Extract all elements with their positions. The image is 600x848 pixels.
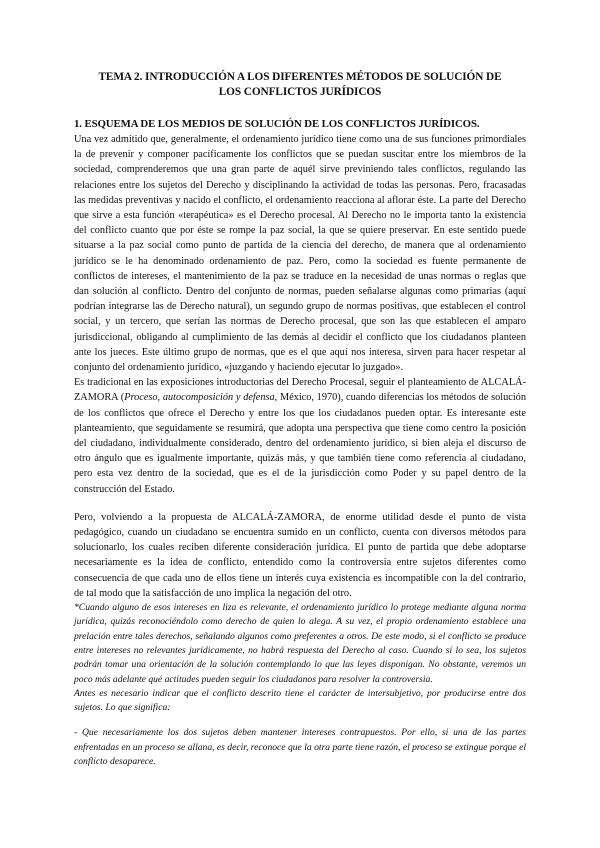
document-page <box>74 70 526 769</box>
section-heading: 1. ESQUEMA DE LOS MEDIOS DE SOLUCIÓN DE LOS CONFLICTOS JURÍDICOS. <box>74 118 480 130</box>
paragraph-2 <box>74 375 526 497</box>
note-2: Antes es necesario indicar que el conflicto descrito tiene el carácter de intersubjetivo, por producirse entre dos sujetos. Lo que significa: <box>74 687 526 714</box>
paragraph-2-book-title: Proceso, autocomposición y defensa <box>124 392 275 404</box>
paragraph-2-part-2: , México, 1970), cuando diferencias los métodos de solución de los conflictos que ofrece el Derecho y entre los que los ciudadanos pueden optar. Es interesante este planteamiento, que seguidamente se resumirá, que adopta una perspectiva que tiene como centro la posición del ciudadano, individualmente considerado, dentro del ordenamiento jurídico, si bien aleja el discurso de otro ángulo que es igualmente importante, quizás más, y que también tiene como referencia al ciudadano, pero esta vez dentro de la sociedad, que es el de la jurisdicción como Poder y su papel dentro de la construcción del Estado. <box>74 392 526 495</box>
paragraph-2-part-1: Es tradicional en las exposiciones introductorias del Derecho Procesal, seguir el planteamiento de ALCALÁ-ZAMORA ( <box>74 377 526 404</box>
note-1: *Cuando alguno de esos intereses en liza es relevante, el ordenamiento jurídico lo protege mediante alguna norma jurídica, quizás reconociéndolo como derecho de quien lo alega. A su vez, el propio ordenamiento establece una prelación entre tales derechos, señalando algunos como preferentes a otros. De este modo, si el conflicto se produce entre intereses no relevantes jurídicamente, no habrá respuesta del Derecho al caso. Cuando sí lo sea, los sujetos podrán tomar una orientación de la solución contemplando lo que las leyes disponigan. No obstante, veremos un poco más adelante qué actitudes pueden seguir los ciudadanos para resolver la controversia. <box>74 602 526 685</box>
paragraph-1: Una vez admitido que, generalmente, el ordenamiento jurídico tiene como una de sus funciones primordiales la de prevenir y componer pacíficamente los conflictos que se puedan suscitar entre los miembros de la sociedad, comprenderemos que una gran parte de aquél sirve previniendo tales conflictos, regulando las relaciones entre los sujetos del Derecho y disciplinando la actividad de todas las personas. Pero, fracasadas las medidas preventivas y nacido el conflicto, el ordenamiento reacciona al aflorar éste. La parte del Derecho que sirve a esta función «terapéutica» es el Derecho procesal. Al Derecho no le importa tanto la existencia del conflicto cuanto que por éste se rompe la paz social, la que se quiere preservar. En este sentido puede situarse a la paz social como punto de partida de la ciencia del derecho, de manera que al ordenamiento jurídico se le ha denominado ordenamiento de paz. Pero, como la sociedad es fuente permanente de conflictos de intereses, el mantenimiento de la paz se traduce en la necesidad de unas normas o reglas que dan solución al conflicto. Dentro del conjunto de normas, pueden señalarse algunas como primarias (aquí podrían integrarse las de Derecho natural), un segundo grupo de normas positivas, que establecen el control social, y un tercero, que serían las normas de Derecho procesal, que son las que establecen el amparo jurisdiccional, obligando al cumplimiento de las demás al decidir el conflicto que los ciudadanos planteen ante los jueces. Este último grupo de normas, que es el que aquí nos interesa, sirven para hacer respetar al conjunto del ordenamiento jurídico, «juzgando y haciendo ejecutar lo juzgado». <box>74 134 526 374</box>
title-line-1: TEMA 2. INTRODUCCIÓN A LOS DIFERENTES MÉTODOS DE SOLUCIÓN DE <box>98 71 502 83</box>
paragraph-3: Pero, volviendo a la propuesta de ALCALÁ-ZAMORA, de enorme utilidad desde el punto de vista pedagógico, cuando un ciudadano se encuentra sumido en un conflicto, cuenta con diversos métodos para solucionarlo, los cuales reciben diferente consideración jurídica. El punto de partida que debe adoptarse necesariamente es la idea de conflicto, entendido como la controversia entre sujetos diferentes como consecuencia de que cada uno de ellos tiene un interés cuya existencia es incompatible con la del contrario, de tal modo que la satisfacción de uno implica la negación del otro. <box>74 511 526 599</box>
title-line-2: LOS CONFLICTOS JURÍDICOS <box>218 86 382 98</box>
document-title <box>74 70 526 100</box>
note-3: - Que necesariamente los dos sujetos deben mantener intereses contrapuestos. Por ello, si una de las partes enfrentadas en un proceso se allana, es decir, reconoce que la otra parte tiene razón, el proceso se extingue porque el conflicto desaparece. <box>74 727 526 768</box>
